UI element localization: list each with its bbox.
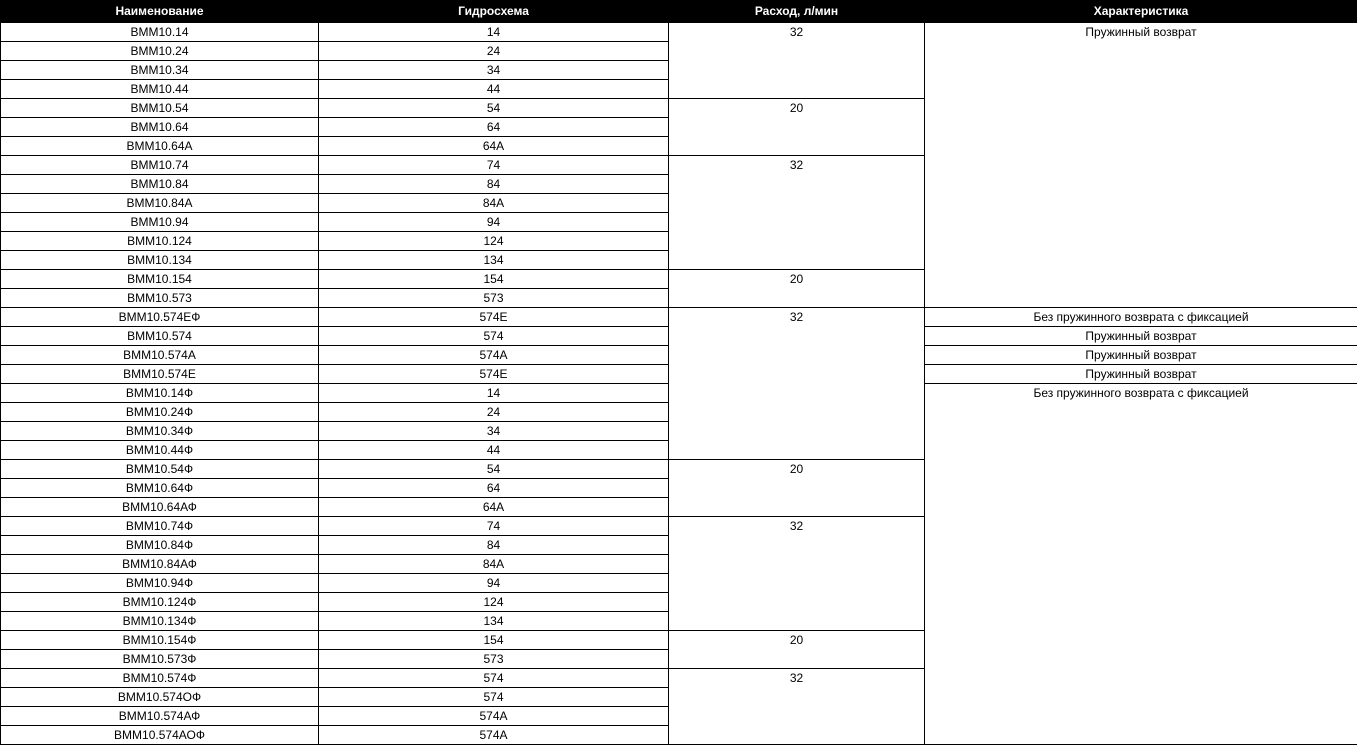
cell-name: ВММ10.24 [1,42,319,61]
cell-name: ВММ10.574ЕФ [1,308,319,327]
cell-scheme: 574Е [319,365,669,384]
cell-scheme: 34 [319,422,669,441]
cell-name: ВММ10.84 [1,175,319,194]
cell-name: ВММ10.34Ф [1,422,319,441]
cell-name: ВММ10.574Ф [1,669,319,688]
cell-scheme: 14 [319,384,669,403]
cell-name: ВММ10.573 [1,289,319,308]
cell-scheme: 124 [319,593,669,612]
header-row [1,1,1357,23]
cell-name: ВММ10.94Ф [1,574,319,593]
cell-scheme: 94 [319,213,669,232]
cell-characteristic: Без пружинного возврата с фиксацией [925,308,1357,327]
table-header [1,1,1357,23]
cell-name: ВММ10.34 [1,61,319,80]
cell-flow: 32 [669,23,925,99]
cell-scheme: 74 [319,517,669,536]
cell-name: ВММ10.74Ф [1,517,319,536]
cell-flow: 20 [669,460,925,517]
cell-name: ВММ10.84Ф [1,536,319,555]
cell-flow: 32 [669,308,925,460]
cell-name: ВММ10.574ОФ [1,688,319,707]
cell-scheme: 64 [319,118,669,137]
cell-scheme: 574А [319,726,669,745]
cell-scheme: 574А [319,707,669,726]
cell-name: ВММ10.64Ф [1,479,319,498]
cell-name: ВММ10.574А [1,346,319,365]
cell-characteristic: Пружинный возврат [925,23,1357,308]
cell-scheme: 44 [319,80,669,99]
cell-name: ВММ10.54 [1,99,319,118]
cell-scheme: 134 [319,612,669,631]
cell-scheme: 84 [319,536,669,555]
column-header-characteristic: Характеристика [925,1,1357,23]
cell-scheme: 573 [319,650,669,669]
cell-name: ВММ10.124Ф [1,593,319,612]
cell-scheme: 574А [319,346,669,365]
cell-scheme: 24 [319,42,669,61]
cell-scheme: 14 [319,23,669,42]
cell-scheme: 54 [319,460,669,479]
cell-name: ВММ10.124 [1,232,319,251]
cell-scheme: 54 [319,99,669,118]
cell-scheme: 154 [319,270,669,289]
cell-scheme: 84А [319,555,669,574]
cell-name: ВММ10.64АФ [1,498,319,517]
cell-name: ВММ10.64 [1,118,319,137]
cell-scheme: 573 [319,289,669,308]
table-row [1,308,1357,327]
cell-name: ВММ10.84А [1,194,319,213]
cell-scheme: 64 [319,479,669,498]
cell-characteristic: Без пружинного возврата с фиксацией [925,384,1357,745]
column-header-scheme: Гидросхема [319,1,669,23]
cell-flow: 32 [669,156,925,270]
cell-scheme: 94 [319,574,669,593]
cell-name: ВММ10.94 [1,213,319,232]
cell-name: ВММ10.134Ф [1,612,319,631]
cell-scheme: 124 [319,232,669,251]
cell-flow: 20 [669,270,925,308]
cell-name: ВММ10.134 [1,251,319,270]
column-header-flow: Расход, л/мин [669,1,925,23]
cell-scheme: 44 [319,441,669,460]
cell-scheme: 74 [319,156,669,175]
cell-name: ВММ10.574АОФ [1,726,319,745]
cell-name: ВММ10.573Ф [1,650,319,669]
cell-flow: 32 [669,517,925,631]
cell-name: ВММ10.84АФ [1,555,319,574]
cell-scheme: 574Е [319,308,669,327]
cell-scheme: 154 [319,631,669,650]
cell-scheme: 34 [319,61,669,80]
cell-name: ВММ10.154Ф [1,631,319,650]
cell-name: ВММ10.574 [1,327,319,346]
cell-name: ВММ10.54Ф [1,460,319,479]
cell-name: ВММ10.14Ф [1,384,319,403]
cell-name: ВММ10.44Ф [1,441,319,460]
cell-scheme: 574 [319,688,669,707]
cell-scheme: 134 [319,251,669,270]
table-body [1,23,1357,745]
cell-scheme: 24 [319,403,669,422]
column-header-name: Наименование [1,1,319,23]
cell-name: ВММ10.154 [1,270,319,289]
cell-name: ВММ10.24Ф [1,403,319,422]
cell-name: ВММ10.574Е [1,365,319,384]
table-row [1,23,1357,42]
cell-name: ВММ10.44 [1,80,319,99]
cell-scheme: 574 [319,327,669,346]
cell-name: ВММ10.574АФ [1,707,319,726]
cell-scheme: 64А [319,498,669,517]
cell-scheme: 84А [319,194,669,213]
cell-flow: 20 [669,99,925,156]
cell-characteristic: Пружинный возврат [925,346,1357,365]
cell-scheme: 574 [319,669,669,688]
cell-characteristic: Пружинный возврат [925,365,1357,384]
cell-scheme: 84 [319,175,669,194]
cell-flow: 32 [669,669,925,745]
cell-characteristic: Пружинный возврат [925,327,1357,346]
cell-name: ВММ10.74 [1,156,319,175]
cell-scheme: 64А [319,137,669,156]
cell-name: ВММ10.64А [1,137,319,156]
cell-name: ВММ10.14 [1,23,319,42]
cell-flow: 20 [669,631,925,669]
